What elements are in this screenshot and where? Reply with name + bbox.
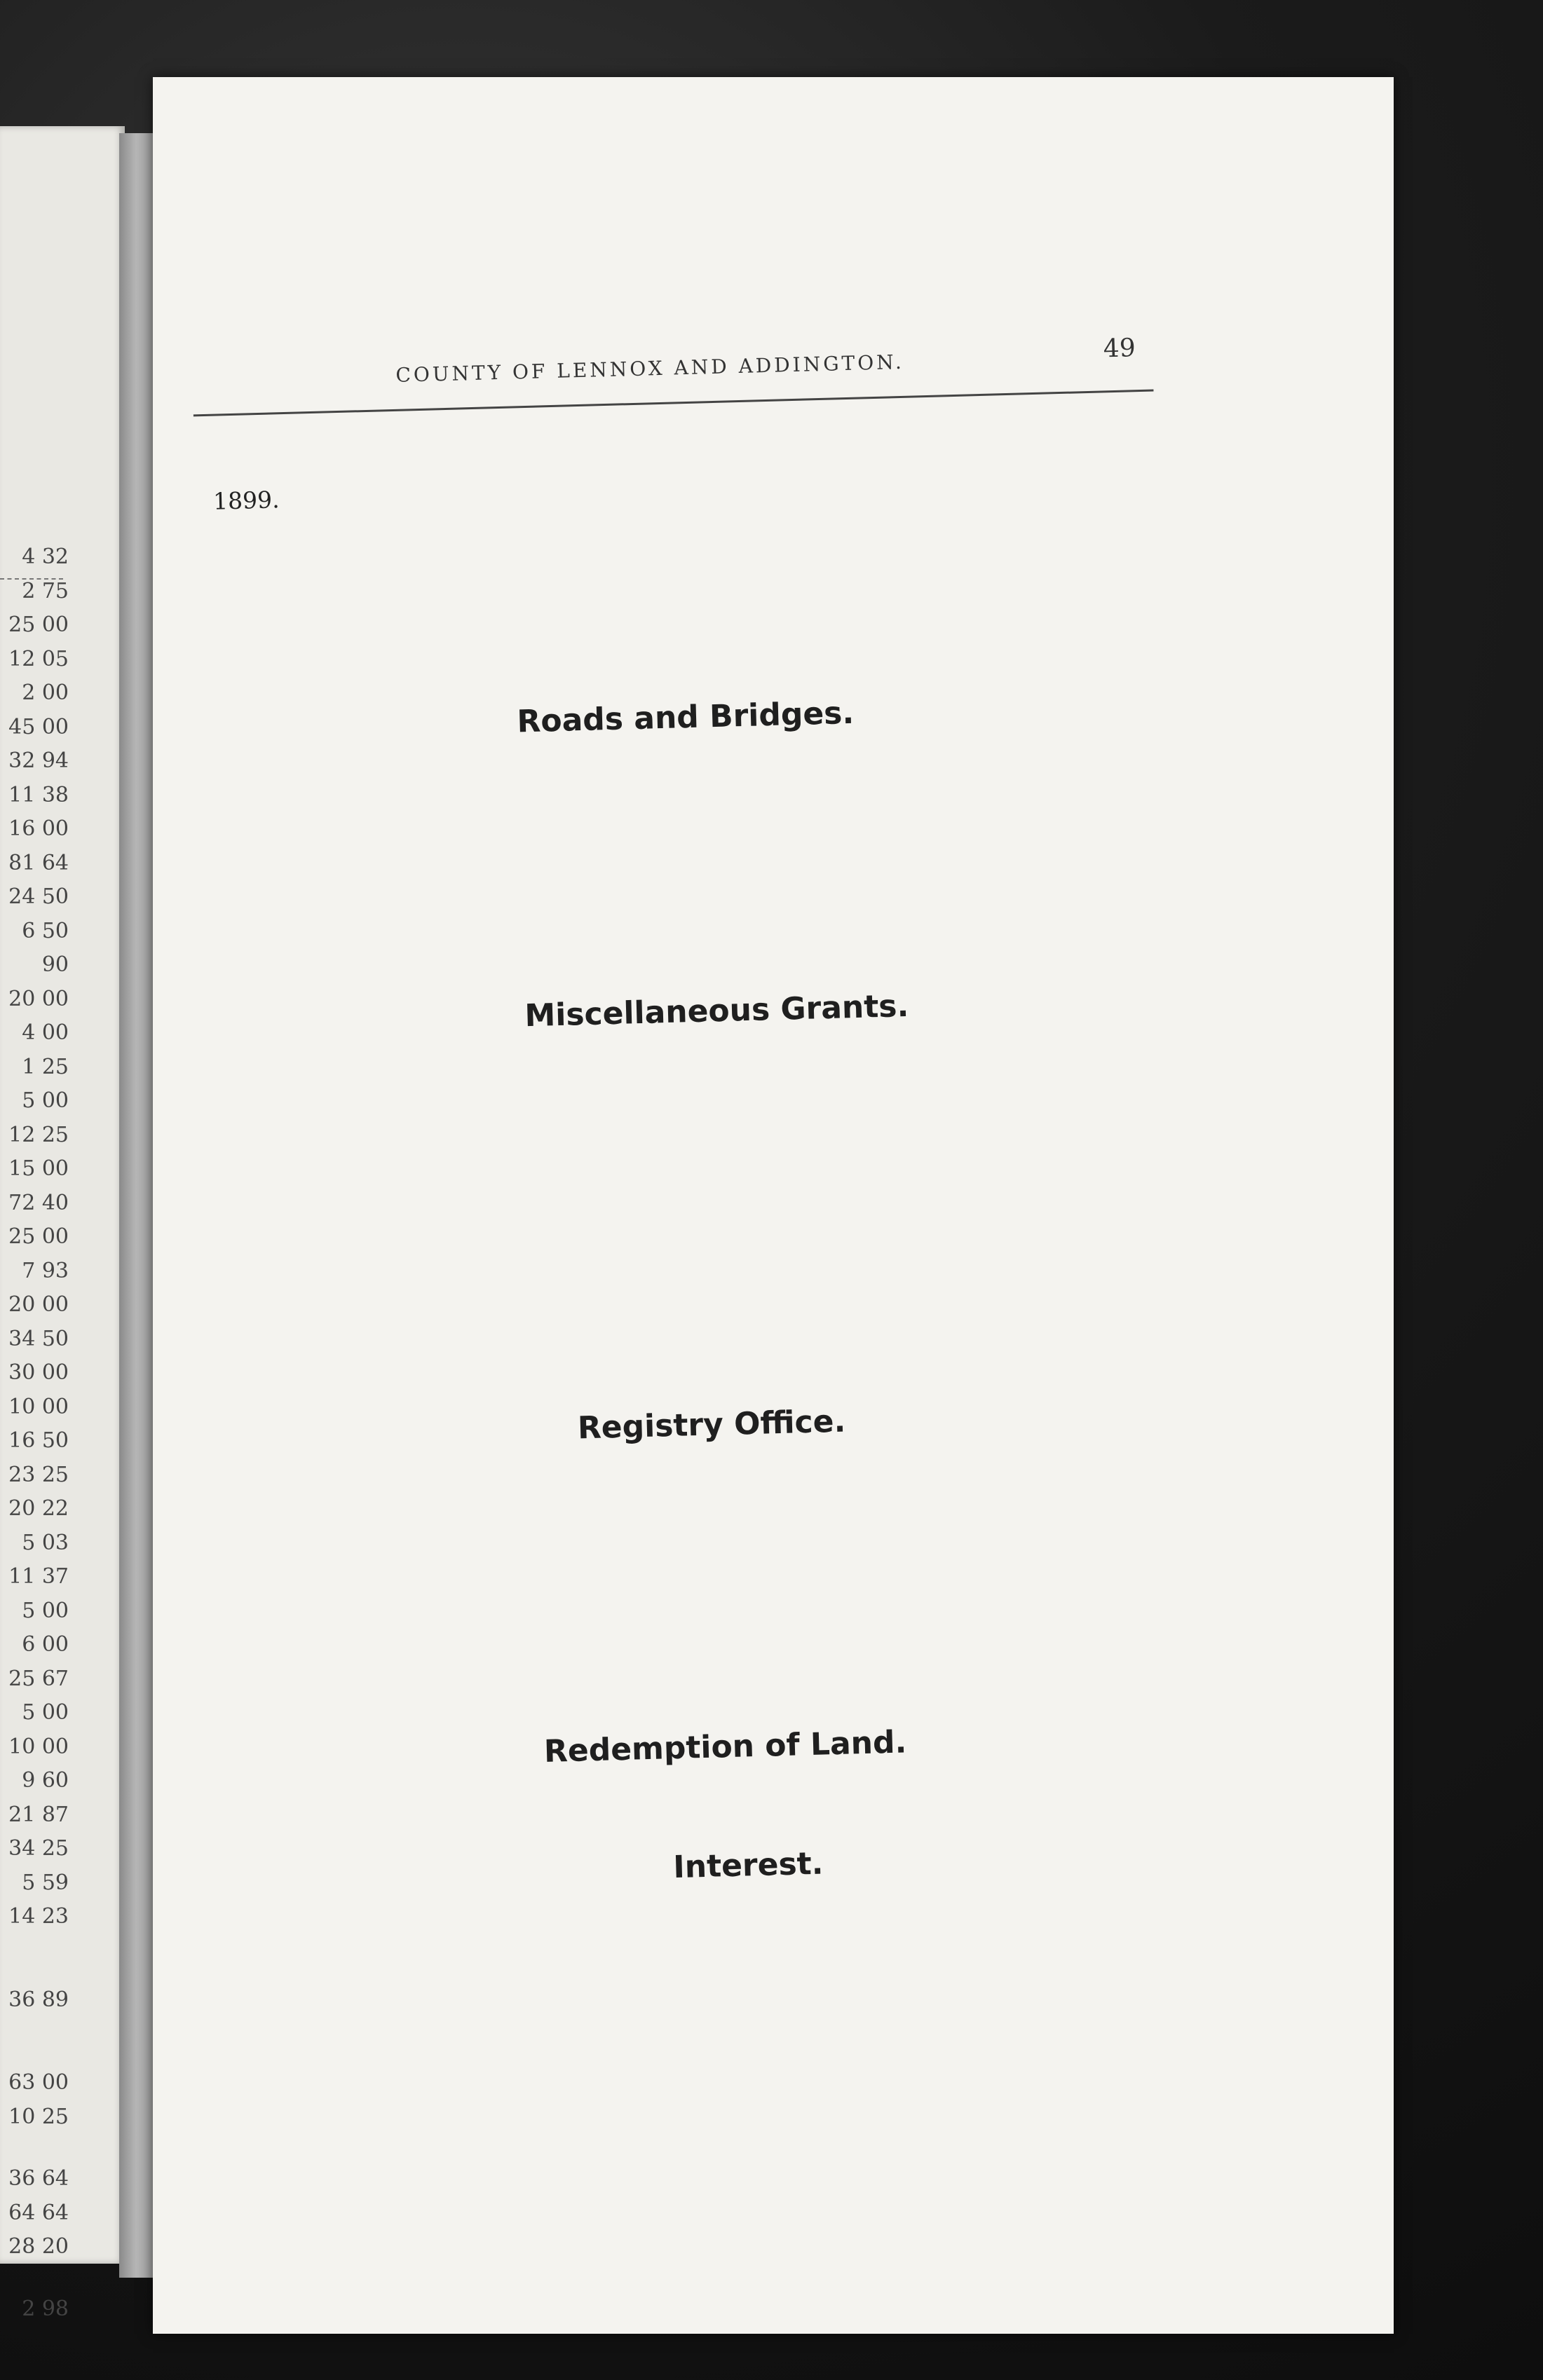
running-head: COUNTY OF LENNOX AND ADDINGTON. (395, 350, 905, 387)
left-margin-value: 6 00 (22, 1632, 69, 1657)
left-margin-value: 4 32 (22, 545, 69, 569)
left-page-fragment (0, 126, 125, 2321)
left-margin-value: 11 38 (8, 782, 69, 807)
left-margin-value: 21 87 (8, 1802, 69, 1827)
left-margin-value: 64 64 (8, 2200, 69, 2225)
section-title-registry: Registry Office. (577, 1403, 846, 1447)
left-margin-value: 5 03 (22, 1530, 69, 1555)
header-rule (193, 390, 1154, 417)
left-margin-value: 2 75 (22, 578, 69, 603)
left-margin-value: 16 50 (8, 1428, 69, 1453)
left-margin-value: 10 00 (8, 1394, 69, 1419)
year-label: 1899. (212, 486, 280, 515)
left-margin-value: 2 00 (22, 681, 69, 705)
left-margin-value: 36 64 (8, 2166, 69, 2191)
left-margin-value: 24 50 (8, 884, 69, 909)
left-margin-value: 36 89 (8, 1987, 69, 2012)
section-title-redemption: Redemption of Land. (543, 1724, 907, 1770)
left-margin-value: 32 94 (8, 748, 69, 773)
left-margin-value: 34 25 (8, 1836, 69, 1861)
left-margin-value: 1 25 (22, 1054, 69, 1079)
left-margin-value: 34 50 (8, 1326, 69, 1351)
left-margin-value: 10 00 (8, 1734, 69, 1759)
left-margin-value: 81 64 (8, 850, 69, 875)
left-margin-value: 5 00 (22, 1088, 69, 1113)
left-margin-value: 2 98 (22, 2296, 69, 2321)
left-margin-value: 7 93 (22, 1258, 69, 1283)
left-margin-value: 63 00 (8, 2070, 69, 2095)
left-margin-value: 28 20 (8, 2234, 69, 2259)
left-margin-value: 23 25 (8, 1462, 69, 1487)
left-margin-value: 16 00 (8, 816, 69, 841)
left-margin-value: 72 40 (8, 1190, 69, 1215)
left-margin-value: 25 00 (8, 1224, 69, 1249)
page-number: 49 (1103, 334, 1136, 364)
left-margin-value: 20 22 (8, 1496, 69, 1521)
left-margin-value: 12 05 (8, 646, 69, 671)
left-margin-value: 5 59 (22, 1870, 69, 1895)
section-title-misc: Miscellaneous Grants. (524, 987, 909, 1034)
left-margin-value: 25 00 (8, 613, 69, 637)
section-title-interest: Interest. (672, 1845, 824, 1886)
left-margin-value: 10 25 (8, 2104, 69, 2129)
left-margin-value: 4 00 (22, 1020, 69, 1045)
left-margin-value: 30 00 (8, 1360, 69, 1385)
left-margin-value: 9 60 (22, 1768, 69, 1793)
left-margin-value: 20 00 (8, 986, 69, 1011)
section-title-roads: Roads and Bridges. (516, 695, 855, 740)
left-margin-value: 14 23 (8, 1904, 69, 1929)
left-margin-value: 5 00 (22, 1598, 69, 1623)
main-page (153, 77, 1394, 2334)
left-margin-value: 11 37 (8, 1564, 69, 1589)
left-margin-value: 12 25 (8, 1122, 69, 1147)
left-margin-value: 20 00 (8, 1292, 69, 1317)
left-margin-value: 90 (41, 952, 69, 977)
left-margin-value: 5 00 (22, 1700, 69, 1725)
page-content (122, 58, 1422, 2346)
left-margin-value: 45 00 (8, 714, 69, 739)
left-margin-value: 25 67 (8, 1666, 69, 1691)
left-margin-value: 15 00 (8, 1156, 69, 1181)
left-margin-value: 6 50 (22, 918, 69, 943)
